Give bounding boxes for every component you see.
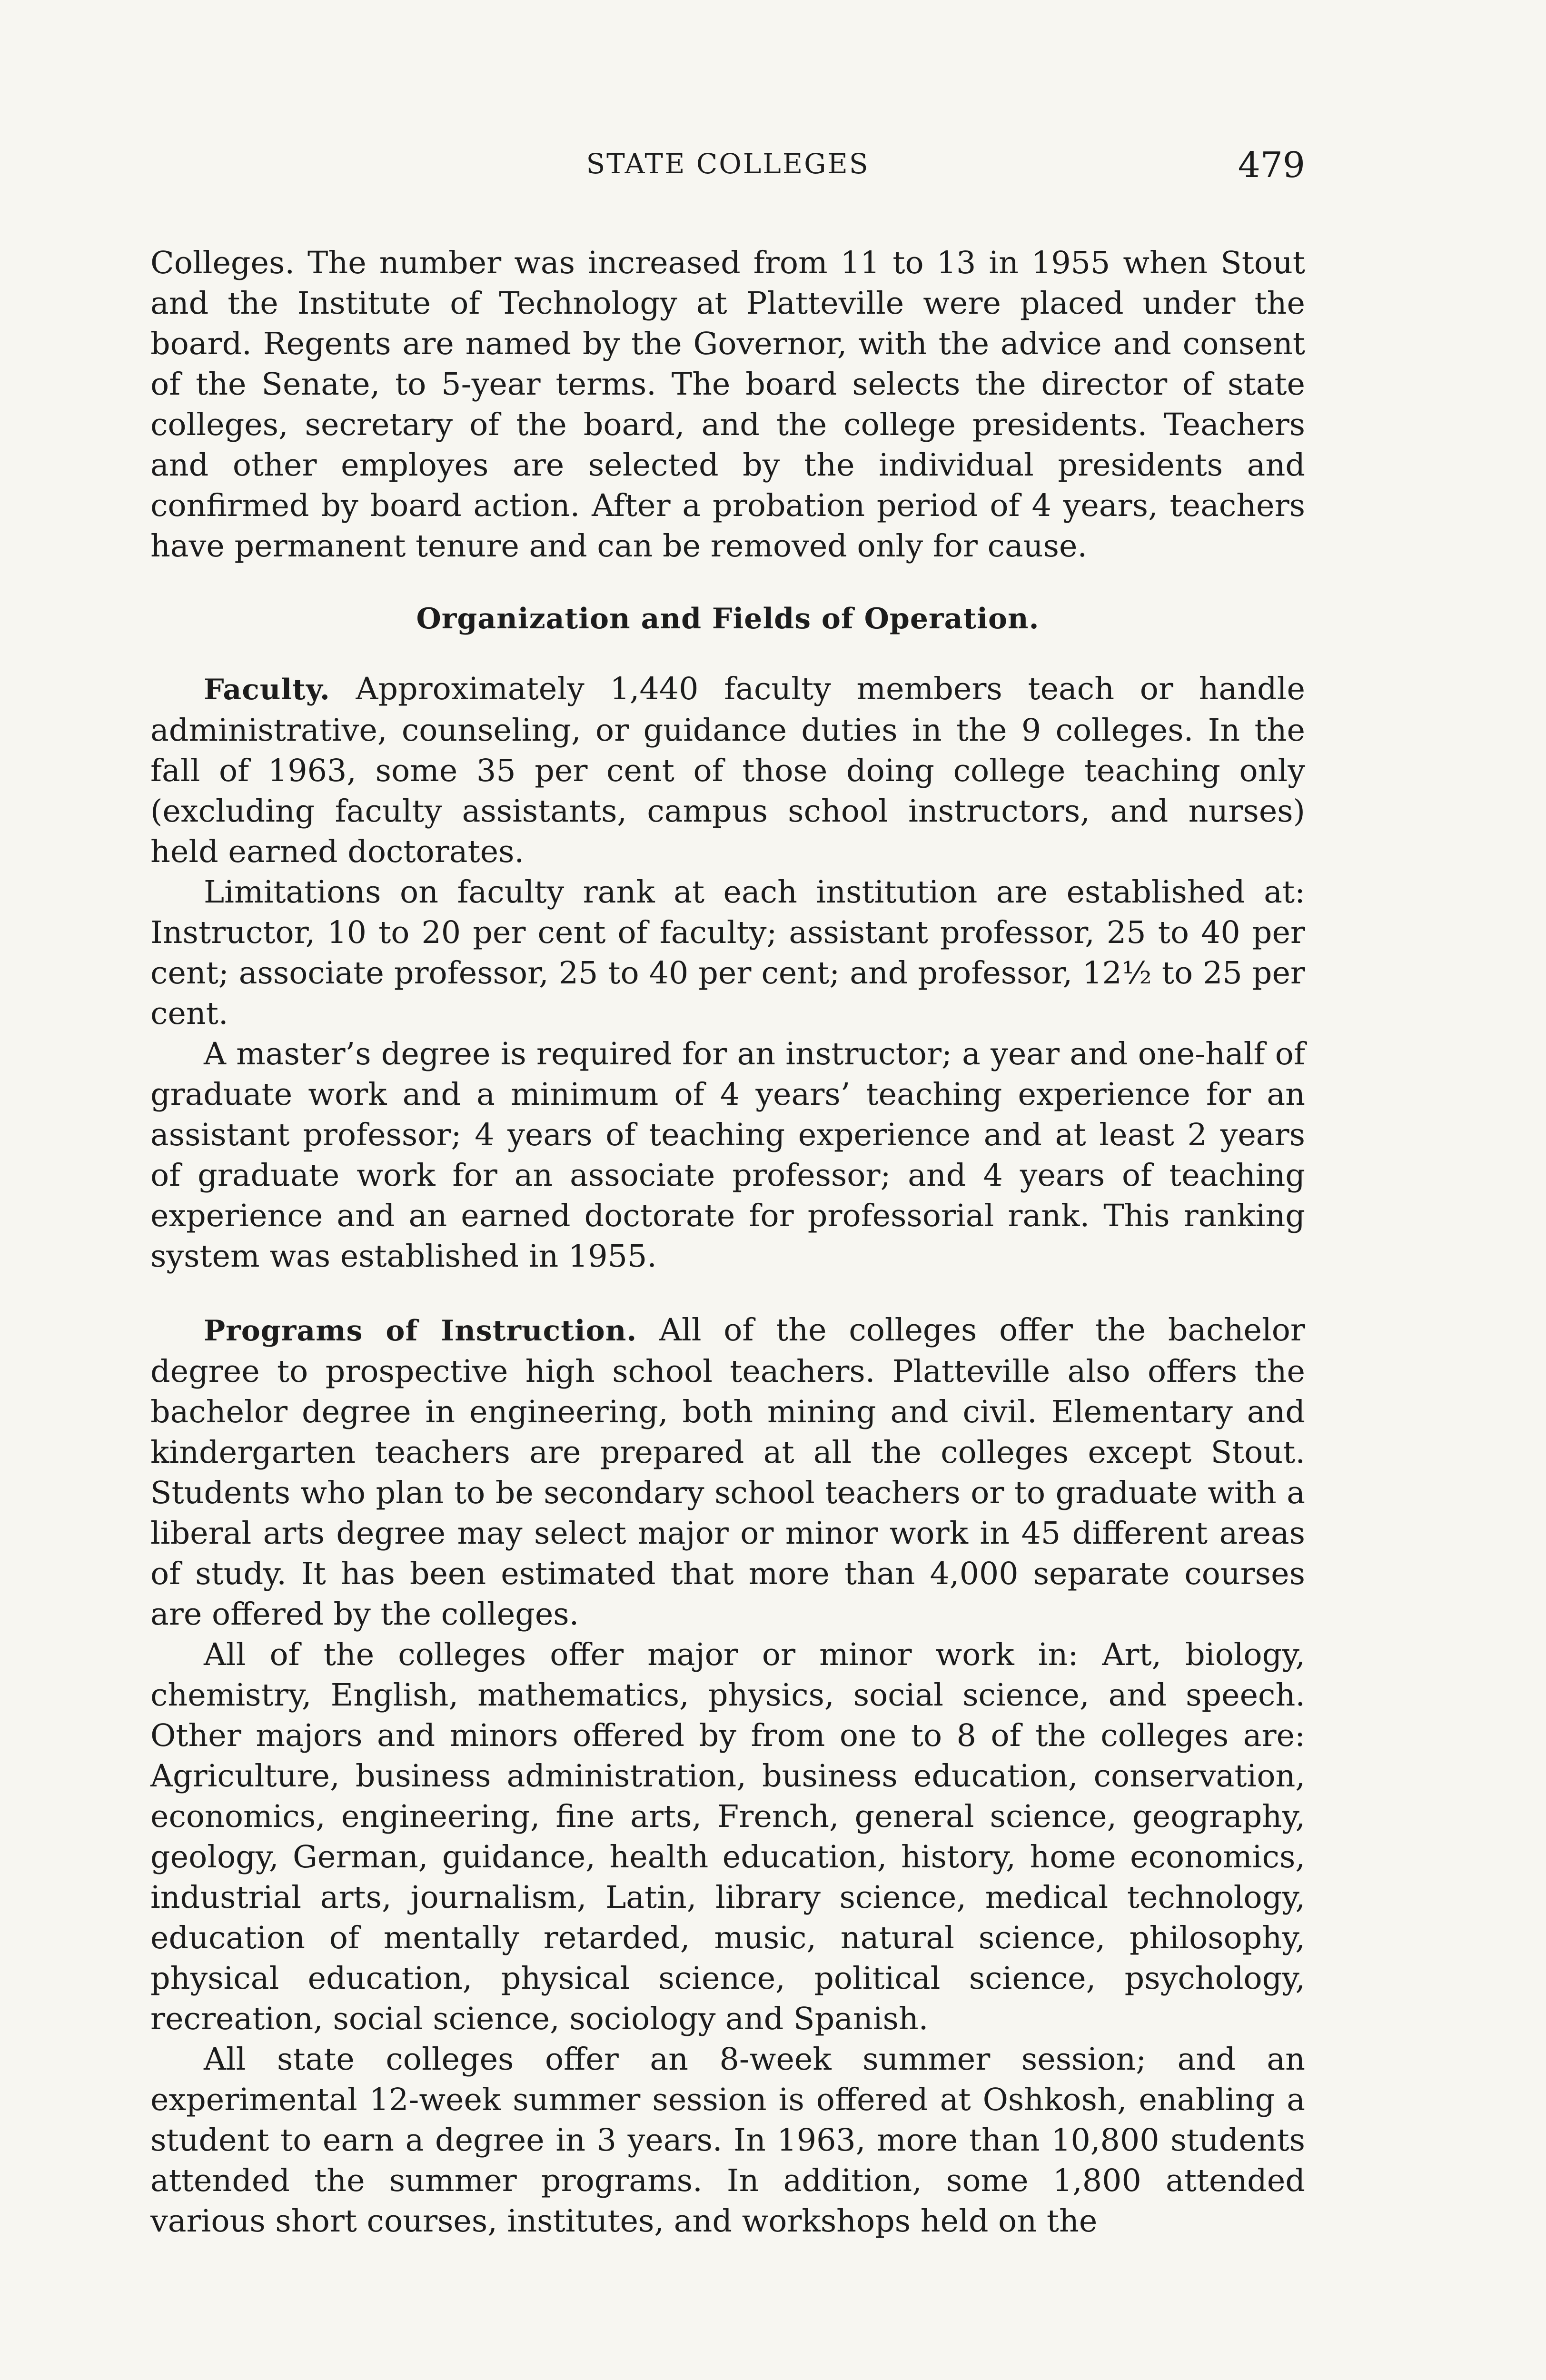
page-number: 479 bbox=[1238, 145, 1305, 186]
programs-run-in-heading: Programs of Instruction. bbox=[204, 1314, 637, 1348]
paragraph-majors: All of the colleges offer major or minor work in: Art, biology, chemistry, English, mathematics, physics, social science, and speech. Other majors and minors offered by from one to 8 of the colleges are: Agriculture, business administration, business education, conservation, economics, engineering, fine arts, French, general science, geography, geology, German, guidance, health education, history, home economics, industrial arts, journalism, Latin, library science, medical technology, education of mentally retarded, music, natural science, philosophy, physical education, physical science, political science, psychology, recreation, social science, sociology and Spanish. bbox=[150, 1637, 1305, 2037]
running-header bbox=[150, 138, 1305, 195]
section-heading: Organization and Fields of Operation. bbox=[416, 602, 1040, 635]
paragraph-faculty bbox=[150, 669, 1305, 872]
paragraph-summer: All state colleges offer an 8-week summer session; and an experimental 12-week summer session is offered at Oshkosh, enabling a student to earn a degree in 3 years. In 1963, more than 10,800 students attended the summer programs. In addition, some 1,800 attended various short courses, institutes, and workshops held on the bbox=[150, 2042, 1305, 2239]
running-title: STATE COLLEGES bbox=[586, 148, 870, 180]
paragraph-board: Colleges. The number was increased from 11 to 13 in 1955 when Stout and the Institute of Technology at Platteville were placed under the board. Regents are named by the Governor, with the advice and consent of the Senate, to 5-year terms. The board selects the director of state colleges, secretary of the board, and the college presidents. Teachers and other employes are selected by the individual presidents and confirmed by board action. After a probation period of 4 years, teachers have permanent tenure and can be removed only for cause. bbox=[150, 245, 1305, 564]
paragraph-degree-requirements: A master’s degree is required for an instructor; a year and one-half of graduate work and a minimum of 4 years’ teaching experience for an assistant professor; 4 years of teaching experience and at least 2 years of graduate work for an associate professor; and 4 years of teaching experience and an earned doctorate for professorial rank. This ranking system was established in 1955. bbox=[150, 1036, 1305, 1274]
paragraph-limitations: Limitations on faculty rank at each institution are established at: Instructor, 10 to 20 per cent of faculty; assistant professor, 25 to 40 per cent; associate professor, 25 to 40 per cent; and professor, 12½ to 25 per cent. bbox=[150, 874, 1305, 1031]
programs-text: All of the colleges offer the bachelor degree to prospective high school teachers. Platteville also offers the bachelor degree in engineering, both mining and civil. Elementary and kindergarten teachers are prepared at all the colleges except Stout. Students who plan to be secondary school teachers or to graduate with a liberal arts degree may select major or minor work in 45 different areas of study. It has been estimated that more than 4,000 separate courses are offered by the colleges. bbox=[150, 1312, 1305, 1632]
document-page bbox=[150, 138, 1305, 2241]
faculty-text: Approximately 1,440 faculty members teach or handle administrative, counseling, or guidance duties in the 9 colleges. In the fall of 1963, some 35 per cent of those doing college teaching only (excluding faculty assistants, campus school instructors, and nurses) held earned doctorates. bbox=[150, 671, 1305, 870]
faculty-run-in-heading: Faculty. bbox=[204, 673, 330, 706]
paragraph-programs bbox=[150, 1310, 1305, 1635]
body-text bbox=[150, 243, 1305, 2241]
